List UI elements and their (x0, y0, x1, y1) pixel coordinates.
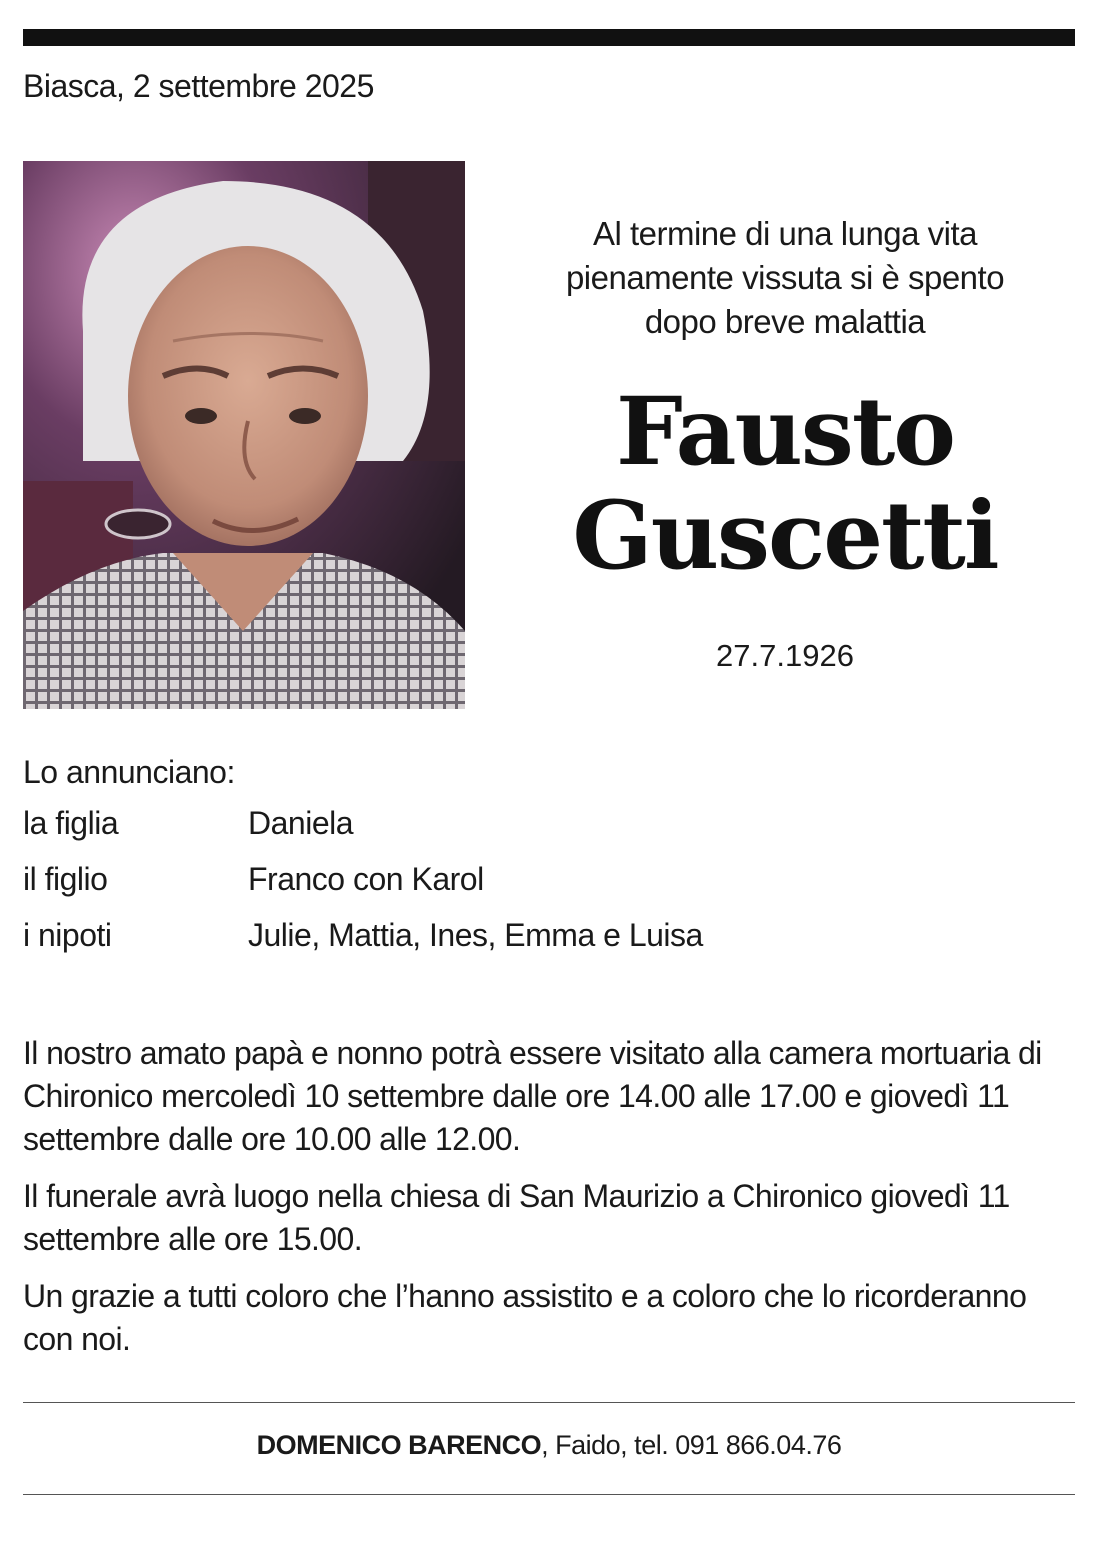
top-rule (23, 29, 1075, 46)
birth-date: 27.7.1926 (716, 638, 854, 673)
family-row (23, 861, 1023, 917)
family-role: il figlio (23, 861, 108, 897)
intro-text (500, 212, 1070, 344)
family-row (23, 917, 1023, 973)
funeral-home-details: , Faido, tel. 091 866.04.76 (541, 1430, 842, 1460)
intro-line: dopo breve malattia (644, 303, 926, 340)
funeral-paragraph: Il funerale avrà luogo nella chiesa di San Maurizio a Chironico giovedì 11 settembre alle ore 15.00. (23, 1178, 1010, 1257)
funeral-home-name: DOMENICO BARENCO (256, 1430, 542, 1460)
announcers-heading: Lo annunciano: (23, 754, 235, 790)
intro-line: Al termine di una lunga vita (592, 215, 978, 252)
family-role: i nipoti (23, 917, 112, 953)
family-row (23, 805, 1023, 861)
footer-top-rule (23, 1402, 1075, 1403)
notice-body (23, 1032, 1073, 1375)
last-name: Guscetti (572, 481, 998, 591)
family-names: Franco con Karol (248, 861, 484, 897)
family-names: Daniela (248, 805, 354, 841)
family-role: la figlia (23, 805, 119, 841)
family-list (23, 805, 1023, 973)
first-name: Fausto (616, 377, 954, 487)
deceased-name (500, 377, 1070, 591)
family-names: Julie, Mattia, Ines, Emma e Luisa (248, 917, 703, 953)
visitation-paragraph: Il nostro amato papà e nonno potrà essere visitato alla camera mortuaria di Chironico mercoledì 10 settembre dalle ore 14.00 alle 17.00 e giovedì 11 settembre dalle ore 10.00 alle 12.00. (23, 1035, 1042, 1157)
place-date: Biasca, 2 settembre 2025 (23, 68, 374, 104)
intro-line: pienamente vissuta si è spento (565, 259, 1005, 296)
thanks-paragraph: Un grazie a tutti coloro che l’hanno assistito e a coloro che lo ricorderanno con noi. (23, 1278, 1027, 1357)
footer (23, 1430, 1075, 1461)
portrait-photo (23, 161, 465, 709)
footer-bottom-rule (23, 1494, 1075, 1495)
